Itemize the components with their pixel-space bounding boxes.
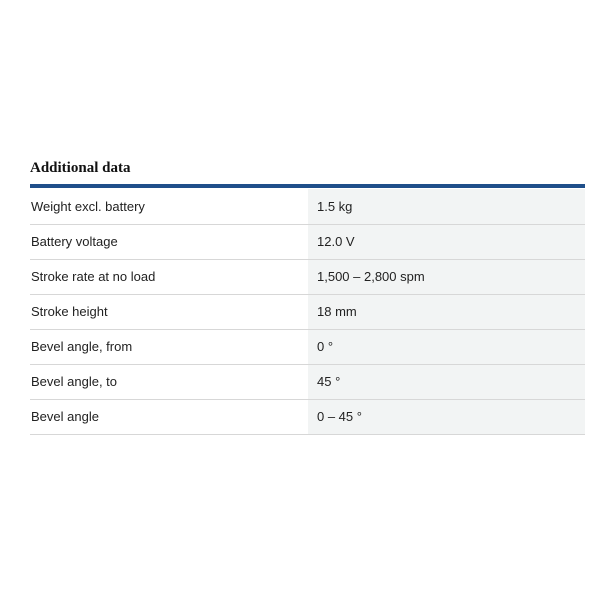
spec-value: 0 – 45 ° bbox=[308, 399, 585, 434]
specs-table bbox=[30, 189, 585, 435]
table-row bbox=[30, 259, 585, 294]
spec-label: Bevel angle, from bbox=[30, 329, 308, 364]
spec-label: Stroke height bbox=[30, 294, 308, 329]
spec-label: Stroke rate at no load bbox=[30, 259, 308, 294]
spec-value: 1.5 kg bbox=[308, 189, 585, 224]
table-row bbox=[30, 294, 585, 329]
spec-label: Weight excl. battery bbox=[30, 189, 308, 224]
table-row bbox=[30, 329, 585, 364]
section-title: Additional data bbox=[30, 160, 131, 176]
spec-label: Bevel angle, to bbox=[30, 364, 308, 399]
spec-label: Bevel angle bbox=[30, 399, 308, 434]
table-row bbox=[30, 189, 585, 224]
table-row bbox=[30, 224, 585, 259]
spec-value: 12.0 V bbox=[308, 224, 585, 259]
spec-value: 18 mm bbox=[308, 294, 585, 329]
spec-label: Battery voltage bbox=[30, 224, 308, 259]
spec-value: 45 ° bbox=[308, 364, 585, 399]
table-row bbox=[30, 364, 585, 399]
spec-value: 0 ° bbox=[308, 329, 585, 364]
spec-value: 1,500 – 2,800 spm bbox=[308, 259, 585, 294]
table-row bbox=[30, 399, 585, 434]
title-divider bbox=[30, 184, 585, 188]
